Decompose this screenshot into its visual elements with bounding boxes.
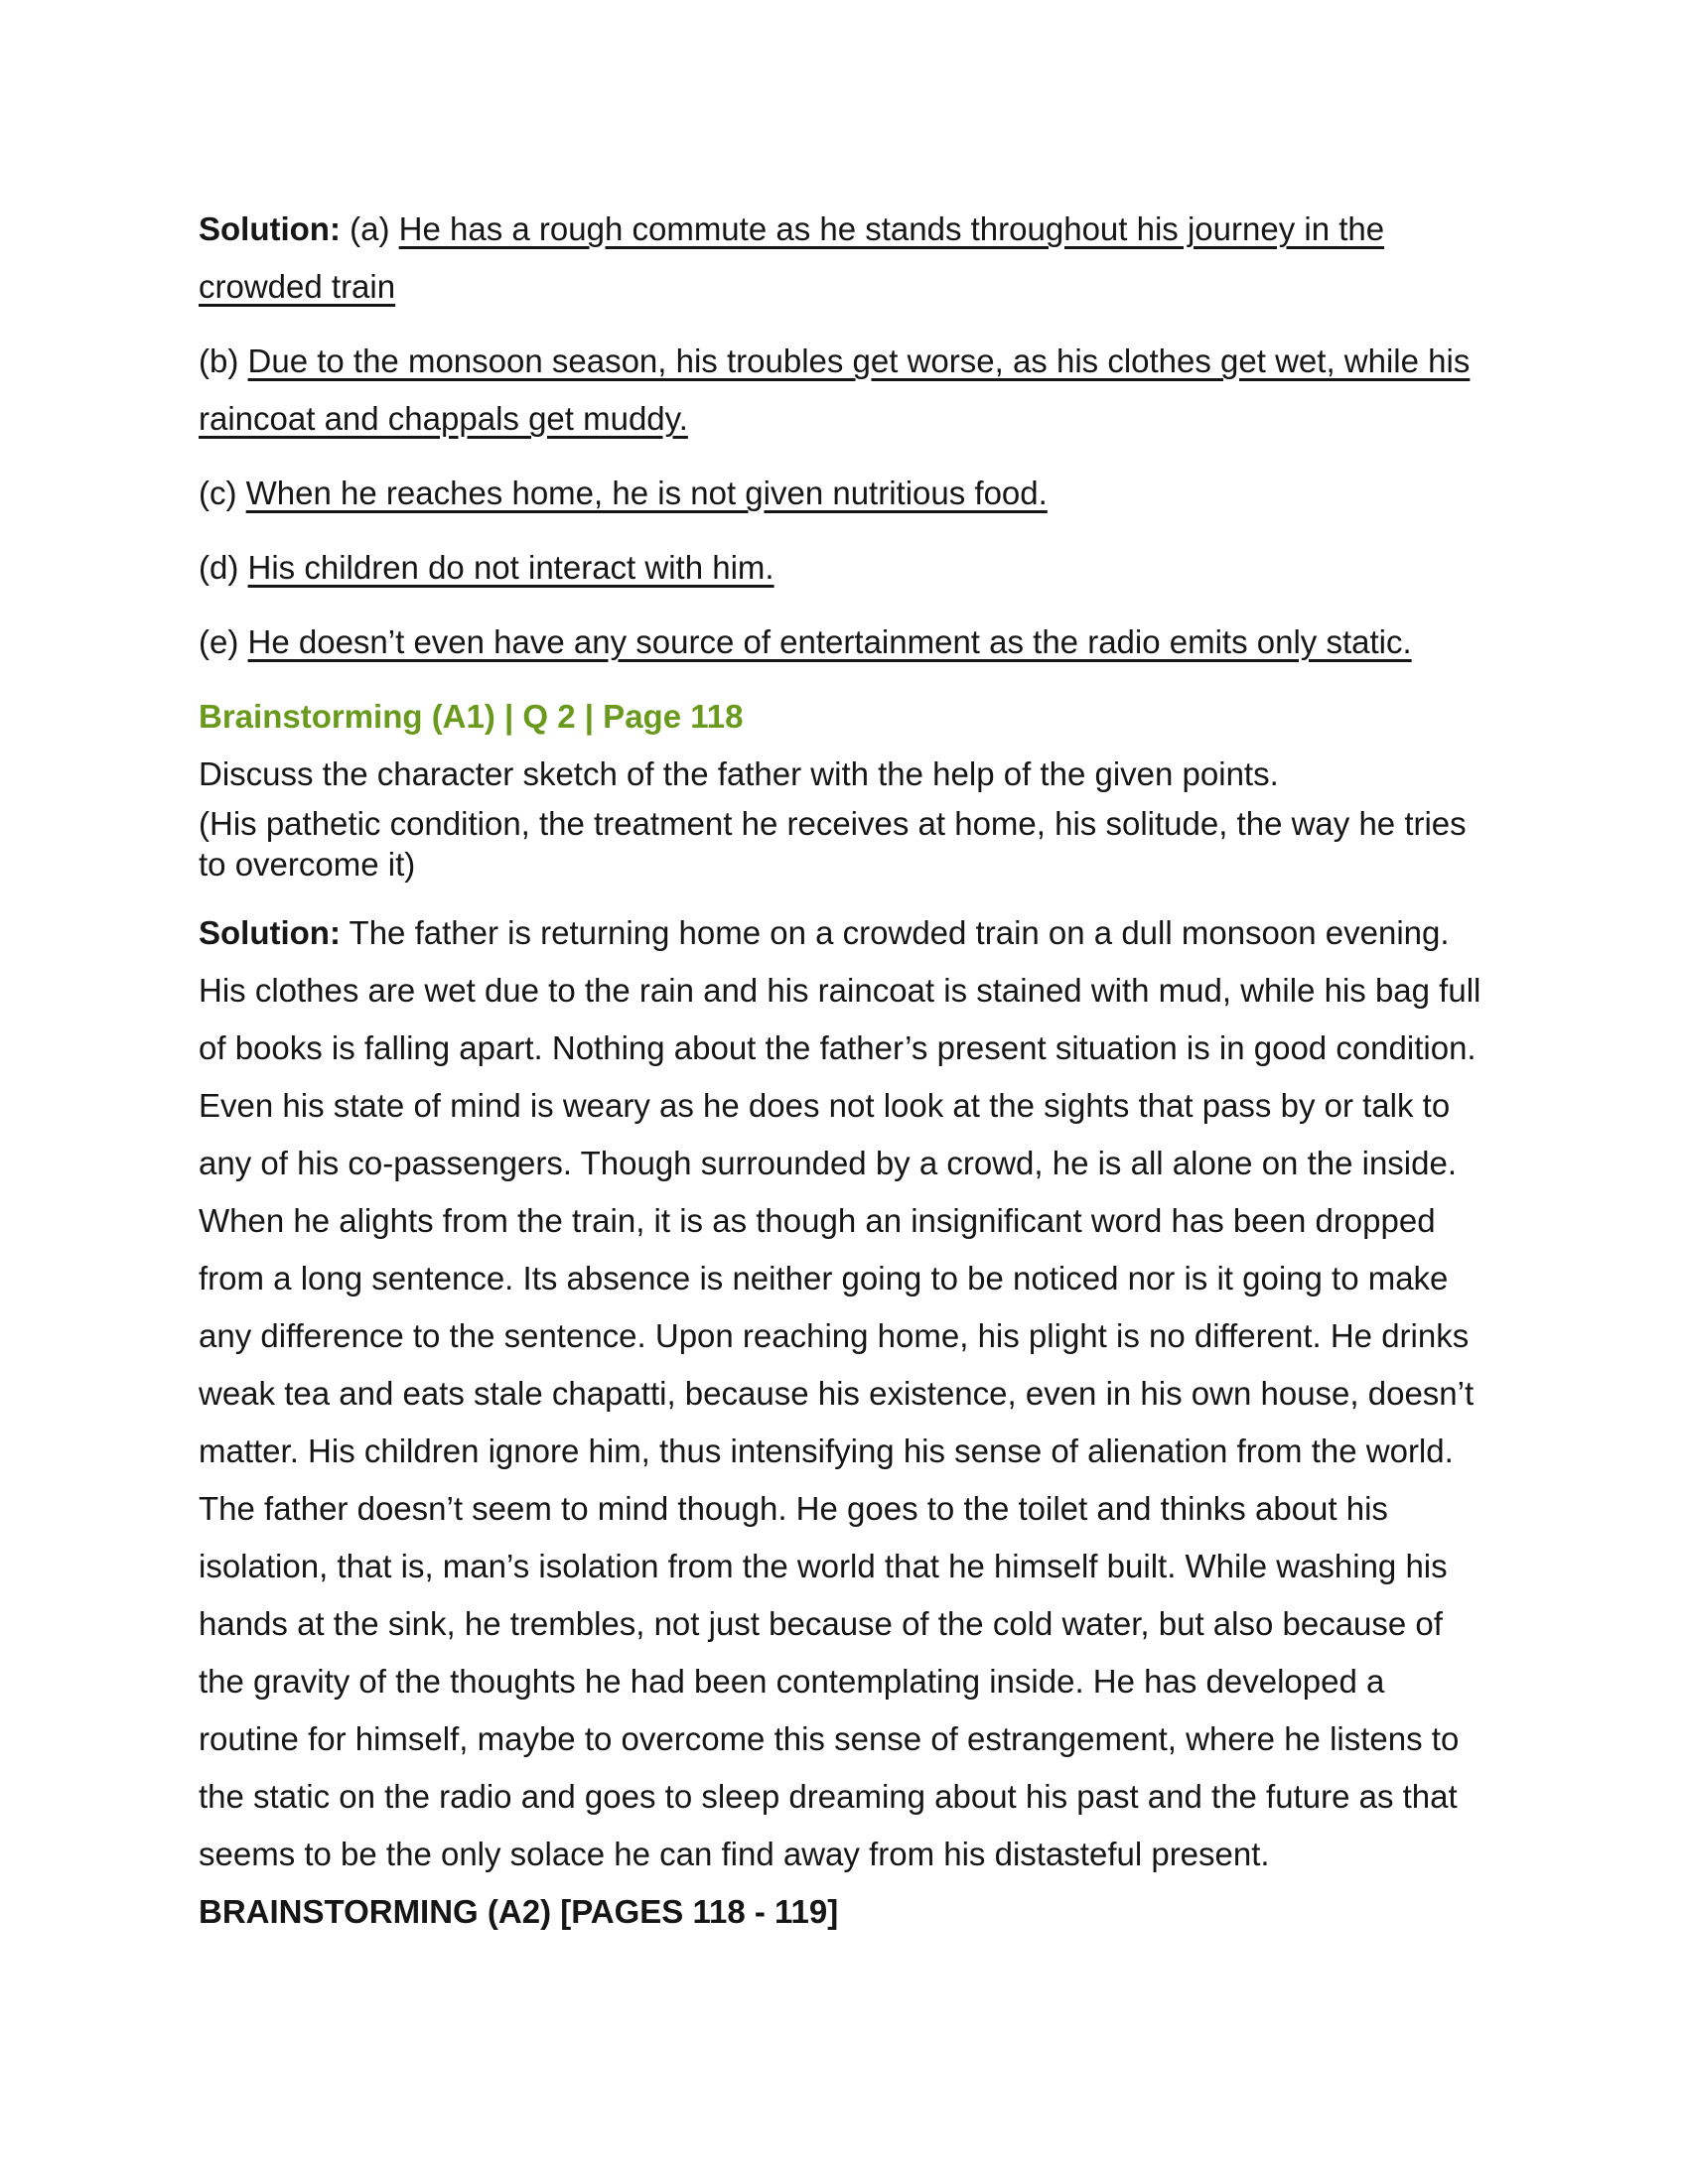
item-prefix-e: (e) <box>199 623 239 660</box>
question-heading: Brainstorming (A1) | Q 2 | Page 118 <box>199 698 744 735</box>
solution-label: Solution: <box>199 210 341 247</box>
page-content <box>199 201 1485 1941</box>
item-text-a: He has a rough commute as he stands throughout his journey in the crowded train <box>199 210 1385 305</box>
item-text-c: When he reaches home, he is not given nutritious food. <box>245 475 1048 511</box>
section-heading: BRAINSTORMING (A2) [PAGES 118 - 119] <box>199 1893 839 1930</box>
item-prefix-c: (c) <box>199 475 237 511</box>
item-prefix-d: (d) <box>199 549 239 586</box>
answer-item-e <box>199 614 1485 671</box>
item-text-e: He doesn’t even have any source of entertainment as the radio emits only static. <box>247 623 1412 660</box>
answer-item-c <box>199 465 1485 522</box>
item-text-d: His children do not interact with him. <box>247 549 774 586</box>
item-text-b: Due to the monsoon season, his troubles get worse, as his clothes get wet, while his raincoat and chappals get muddy. <box>199 342 1471 437</box>
answer-item-b <box>199 333 1485 448</box>
answer-item-d <box>199 539 1485 597</box>
solution-label: Solution: <box>199 914 341 951</box>
item-prefix-b: (b) <box>199 342 239 379</box>
solution-paragraph <box>199 904 1485 1883</box>
item-prefix-a: (a) <box>350 210 390 247</box>
solution-text: The father is returning home on a crowded train on a dull monsoon evening. His clothes are wet due to the rain and his raincoat is stained with mud, while his bag full of books is falling apart. Nothing about the father’s present situation is in good condition. Even his state of mind is weary as he does not look at the sights that pass by or talk to any of his co-passengers. Though surrounded by a crowd, he is all alone on the inside. When he alights from the train, it is as though an insignificant word has been dropped from a long sentence. Its absence is neither going to be noticed nor is it going to make any difference to the sentence. Upon reaching home, his plight is no different. He drinks weak tea and eats stale chapatti, because his existence, even in his own house, doesn’t matter. His children ignore him, thus intensifying his sense of alienation from the world. The father doesn’t seem to mind though. He goes to the toilet and thinks about his isolation, that is, man’s isolation from the world that he himself built. While washing his hands at the sink, he trembles, not just because of the cold water, but also because of the gravity of the thoughts he had been contemplating inside. He has developed a routine for himself, maybe to overcome this sense of estrangement, where he listens to the static on the radio and goes to sleep dreaming about his past and the future as that seems to be the only solace he can find away from his distasteful present. <box>199 914 1481 1872</box>
question-hint: (His pathetic condition, the treatment he receives at home, his solitude, the way he tries to overcome it) <box>199 805 1467 883</box>
answer-item-a <box>199 201 1485 316</box>
question-prompt: Discuss the character sketch of the father with the help of the given points. <box>199 755 1279 792</box>
